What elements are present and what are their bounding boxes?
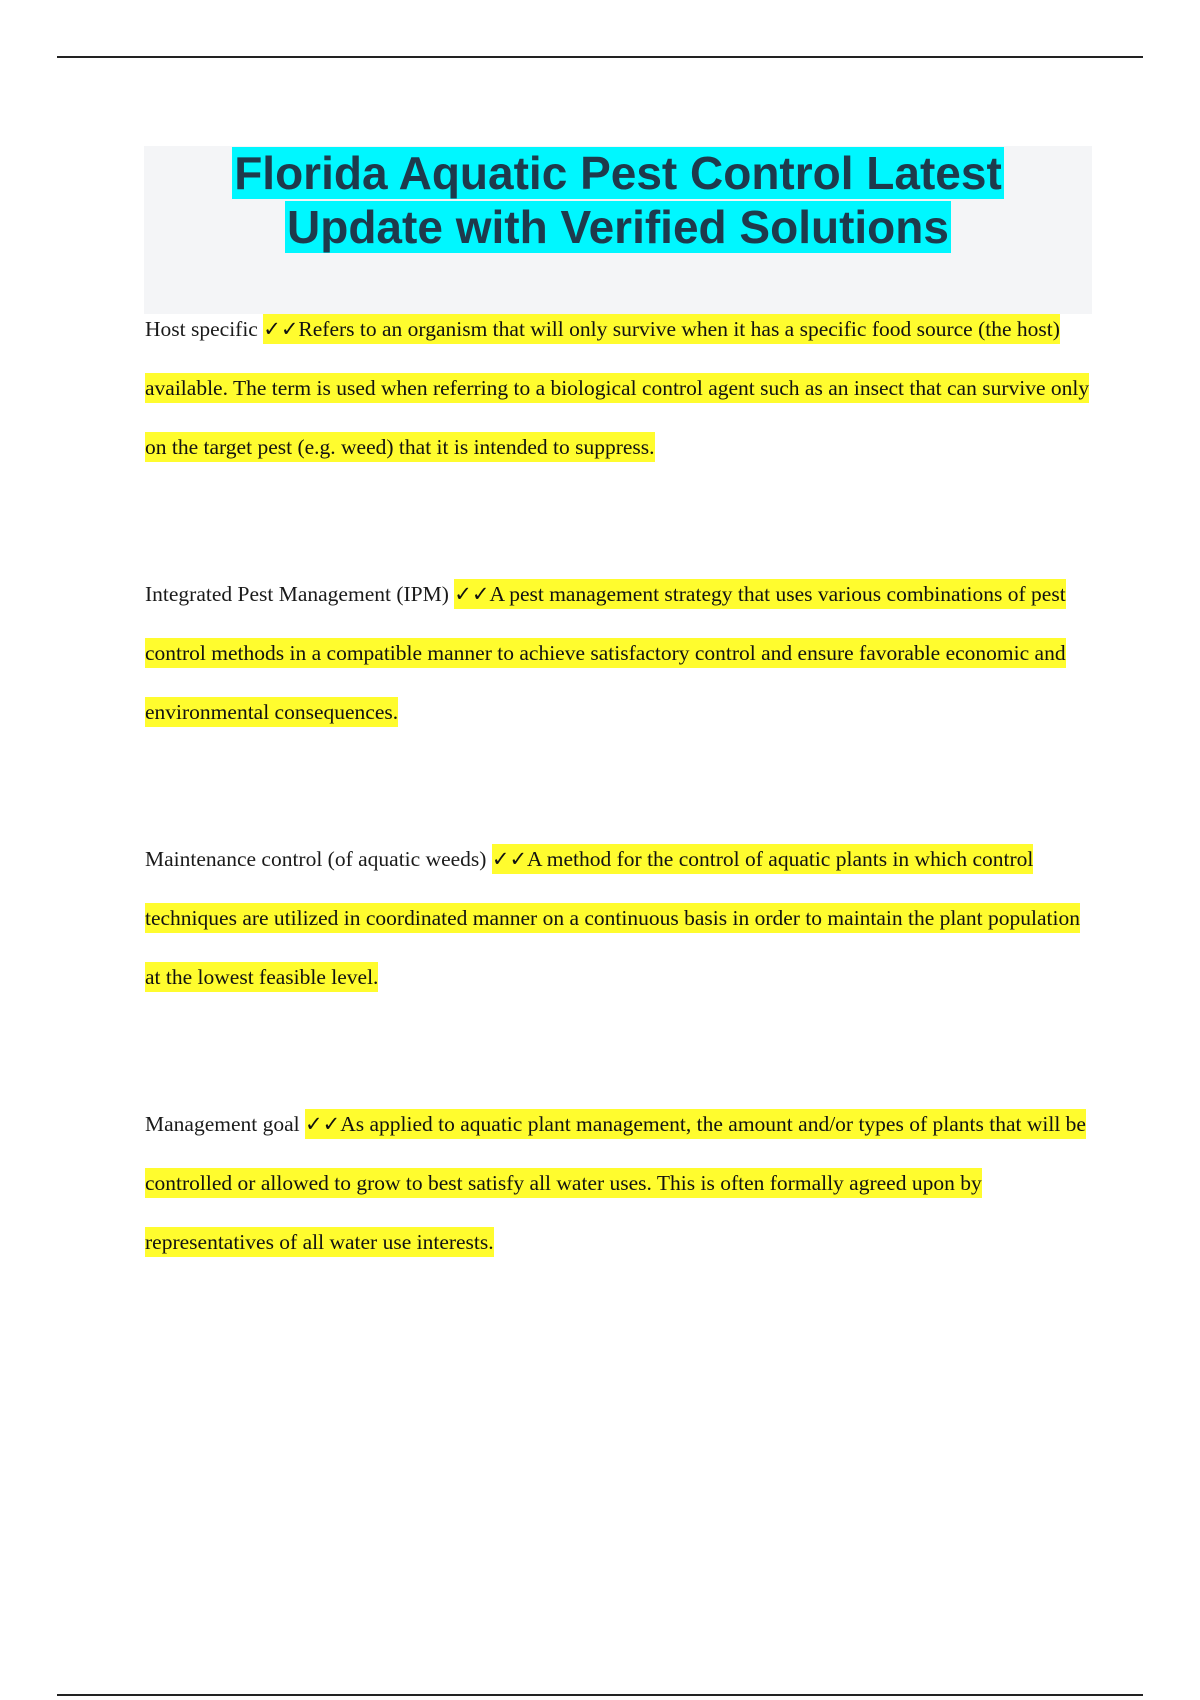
entry-term: Host specific — [145, 317, 258, 341]
top-rule — [57, 56, 1143, 58]
page-title-line-2: Update with Verified Solutions — [287, 201, 949, 253]
double-check-icon: ✓✓ — [491, 847, 528, 871]
glossary-entry — [145, 1095, 1095, 1272]
glossary-entry — [145, 830, 1095, 1007]
title-block — [144, 146, 1092, 314]
entry-term: Maintenance control (of aquatic weeds) — [145, 847, 487, 871]
bottom-rule — [57, 1694, 1143, 1696]
glossary-entry — [145, 565, 1095, 742]
entry-definition — [145, 314, 1089, 462]
entry-definition-text: A pest management strategy that uses various combinations of pest control methods in a compatible manner to achieve satisfactory control and ensure favorable economic and environmental consequences. — [145, 582, 1066, 724]
glossary-entries — [145, 300, 1095, 1360]
entry-definition-text: Refers to an organism that will only survive when it has a specific food source (the host) available. The term is used when referring to a biological control agent such as an insect that can survive only on the target pest (e.g. weed) that it is intended to suppress. — [145, 317, 1090, 459]
entry-definition-text: As applied to aquatic plant management, the amount and/or types of plants that will be controlled or allowed to grow to best satisfy all water uses. This is often formally agreed upon by representatives of all water use interests. — [145, 1112, 1086, 1254]
double-check-icon: ✓✓ — [454, 582, 490, 606]
entry-definition-text: A method for the control of aquatic plants in which control techniques are utilized in coordinated manner on a continuous basis in order to maintain the plant population at the lowest feasible level. — [145, 847, 1080, 989]
page-title-line-1: Florida Aquatic Pest Control Latest — [234, 147, 1002, 199]
double-check-icon: ✓✓ — [263, 317, 299, 341]
double-check-icon: ✓✓ — [305, 1112, 341, 1136]
entry-term: Integrated Pest Management (IPM) — [145, 582, 449, 606]
entry-term: Management goal — [145, 1112, 300, 1136]
glossary-entry — [145, 300, 1095, 477]
